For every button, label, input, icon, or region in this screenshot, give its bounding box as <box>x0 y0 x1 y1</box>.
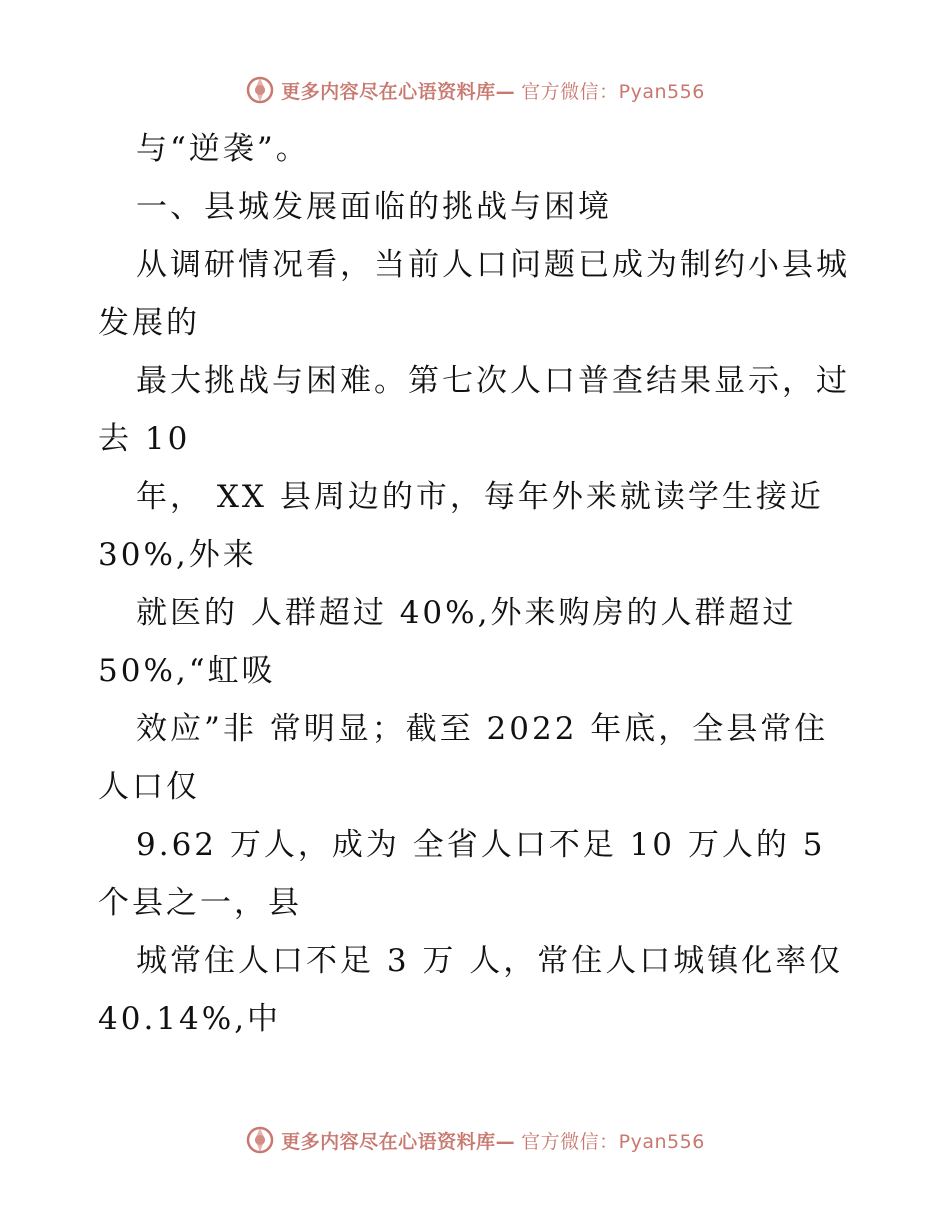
text-line: 城常住人口不足 3 万 人，常住人口城镇化率仅 <box>136 943 844 979</box>
header-banner <box>0 70 950 110</box>
brand-logo-icon <box>245 75 275 105</box>
footer-banner-text: 更多内容尽在心语资料库— <box>281 1130 516 1153</box>
text-line: 一、县城发展面临的挑战与困境 <box>136 189 612 225</box>
text-line: 个县之一，县 <box>98 885 302 921</box>
text-line: 从调研情况看，当前人口问题已成为制约小县城 <box>136 247 850 283</box>
text-line: 人口仅 <box>98 769 200 805</box>
text-line: 50%,“虹吸 <box>98 653 276 689</box>
text-line: 去 10 <box>98 421 191 457</box>
text-line: 与“逆袭”。 <box>136 131 310 167</box>
header-banner-text: 更多内容尽在心语资料库— <box>281 80 516 103</box>
text-line: 效应”非 常明显；截至 2022 年底，全县常住 <box>136 711 829 747</box>
text-line: 最大挑战与困难。第七次人口普查结果显示，过 <box>136 363 850 399</box>
text-line: 年， XX 县周边的市，每年外来就读学生接近 <box>136 479 824 515</box>
footer-banner-wechat: 官方微信：Pyan556 <box>521 1130 705 1153</box>
text-line: 发展的 <box>98 305 200 341</box>
text-line: 就医的 人群超过 40%,外来购房的人群超过 <box>136 595 797 631</box>
brand-logo-icon <box>245 1125 275 1155</box>
document-body <box>98 120 868 1048</box>
text-line: 40.14%,中 <box>98 1001 282 1037</box>
text-line: 9.62 万人，成为 全省人口不足 10 万人的 5 <box>136 827 826 863</box>
header-banner-wechat: 官方微信：Pyan556 <box>521 80 705 103</box>
footer-banner <box>0 1120 950 1160</box>
text-line: 30%,外来 <box>98 537 257 573</box>
